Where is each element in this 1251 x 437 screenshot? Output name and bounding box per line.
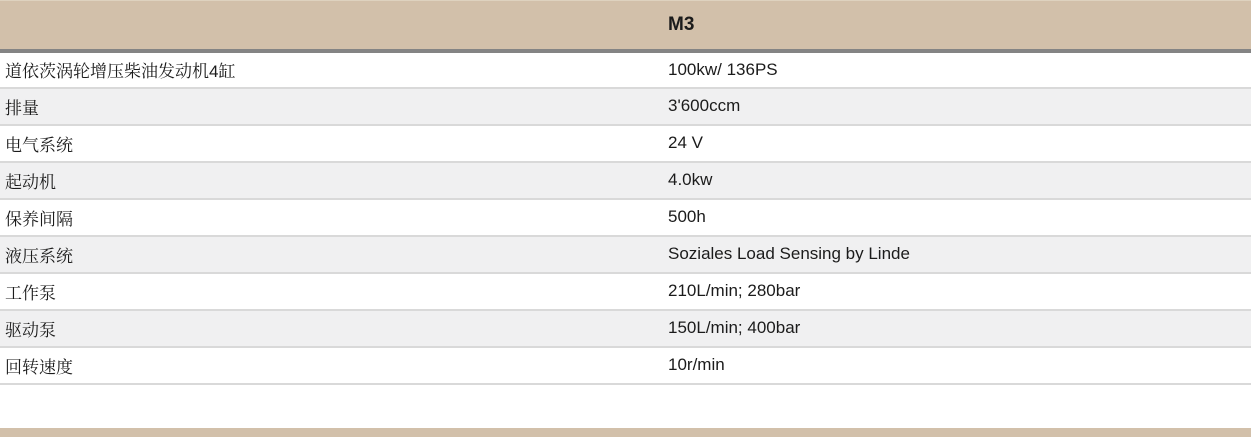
spec-row: [0, 88, 1251, 125]
spec-table-body: [0, 51, 1251, 384]
spec-value: 210L/min; 280bar: [663, 273, 1251, 310]
spec-label: 起动机: [0, 162, 663, 199]
spec-row: [0, 51, 1251, 88]
spec-row: [0, 199, 1251, 236]
spec-label: 回转速度: [0, 347, 663, 384]
spec-label: 排量: [0, 88, 663, 125]
spec-label: 驱动泵: [0, 310, 663, 347]
spec-value: 10r/min: [663, 347, 1251, 384]
spec-row: [0, 162, 1251, 199]
spec-value: 3'600ccm: [663, 88, 1251, 125]
spec-table-head: [0, 1, 1251, 51]
spec-value: 24 V: [663, 125, 1251, 162]
table-header-spacer: [0, 1, 663, 51]
spec-row: [0, 236, 1251, 273]
spec-value: 500h: [663, 199, 1251, 236]
spec-value: 150L/min; 400bar: [663, 310, 1251, 347]
spec-label: 电气系统: [0, 125, 663, 162]
spec-label: 道依茨涡轮增压柴油发动机4缸: [0, 51, 663, 88]
model-name: M3: [663, 1, 1251, 51]
spec-label: 保养间隔: [0, 199, 663, 236]
spec-label: 工作泵: [0, 273, 663, 310]
spec-value: 100kw/ 136PS: [663, 51, 1251, 88]
spec-value: 4.0kw: [663, 162, 1251, 199]
spec-label: 液压系统: [0, 236, 663, 273]
next-section-header-bar: [0, 428, 1251, 437]
spec-row: [0, 125, 1251, 162]
spec-value: Soziales Load Sensing by Linde: [663, 236, 1251, 273]
spec-row: [0, 273, 1251, 310]
spec-row: [0, 310, 1251, 347]
spec-row: [0, 347, 1251, 384]
table-header-row: [0, 1, 1251, 51]
